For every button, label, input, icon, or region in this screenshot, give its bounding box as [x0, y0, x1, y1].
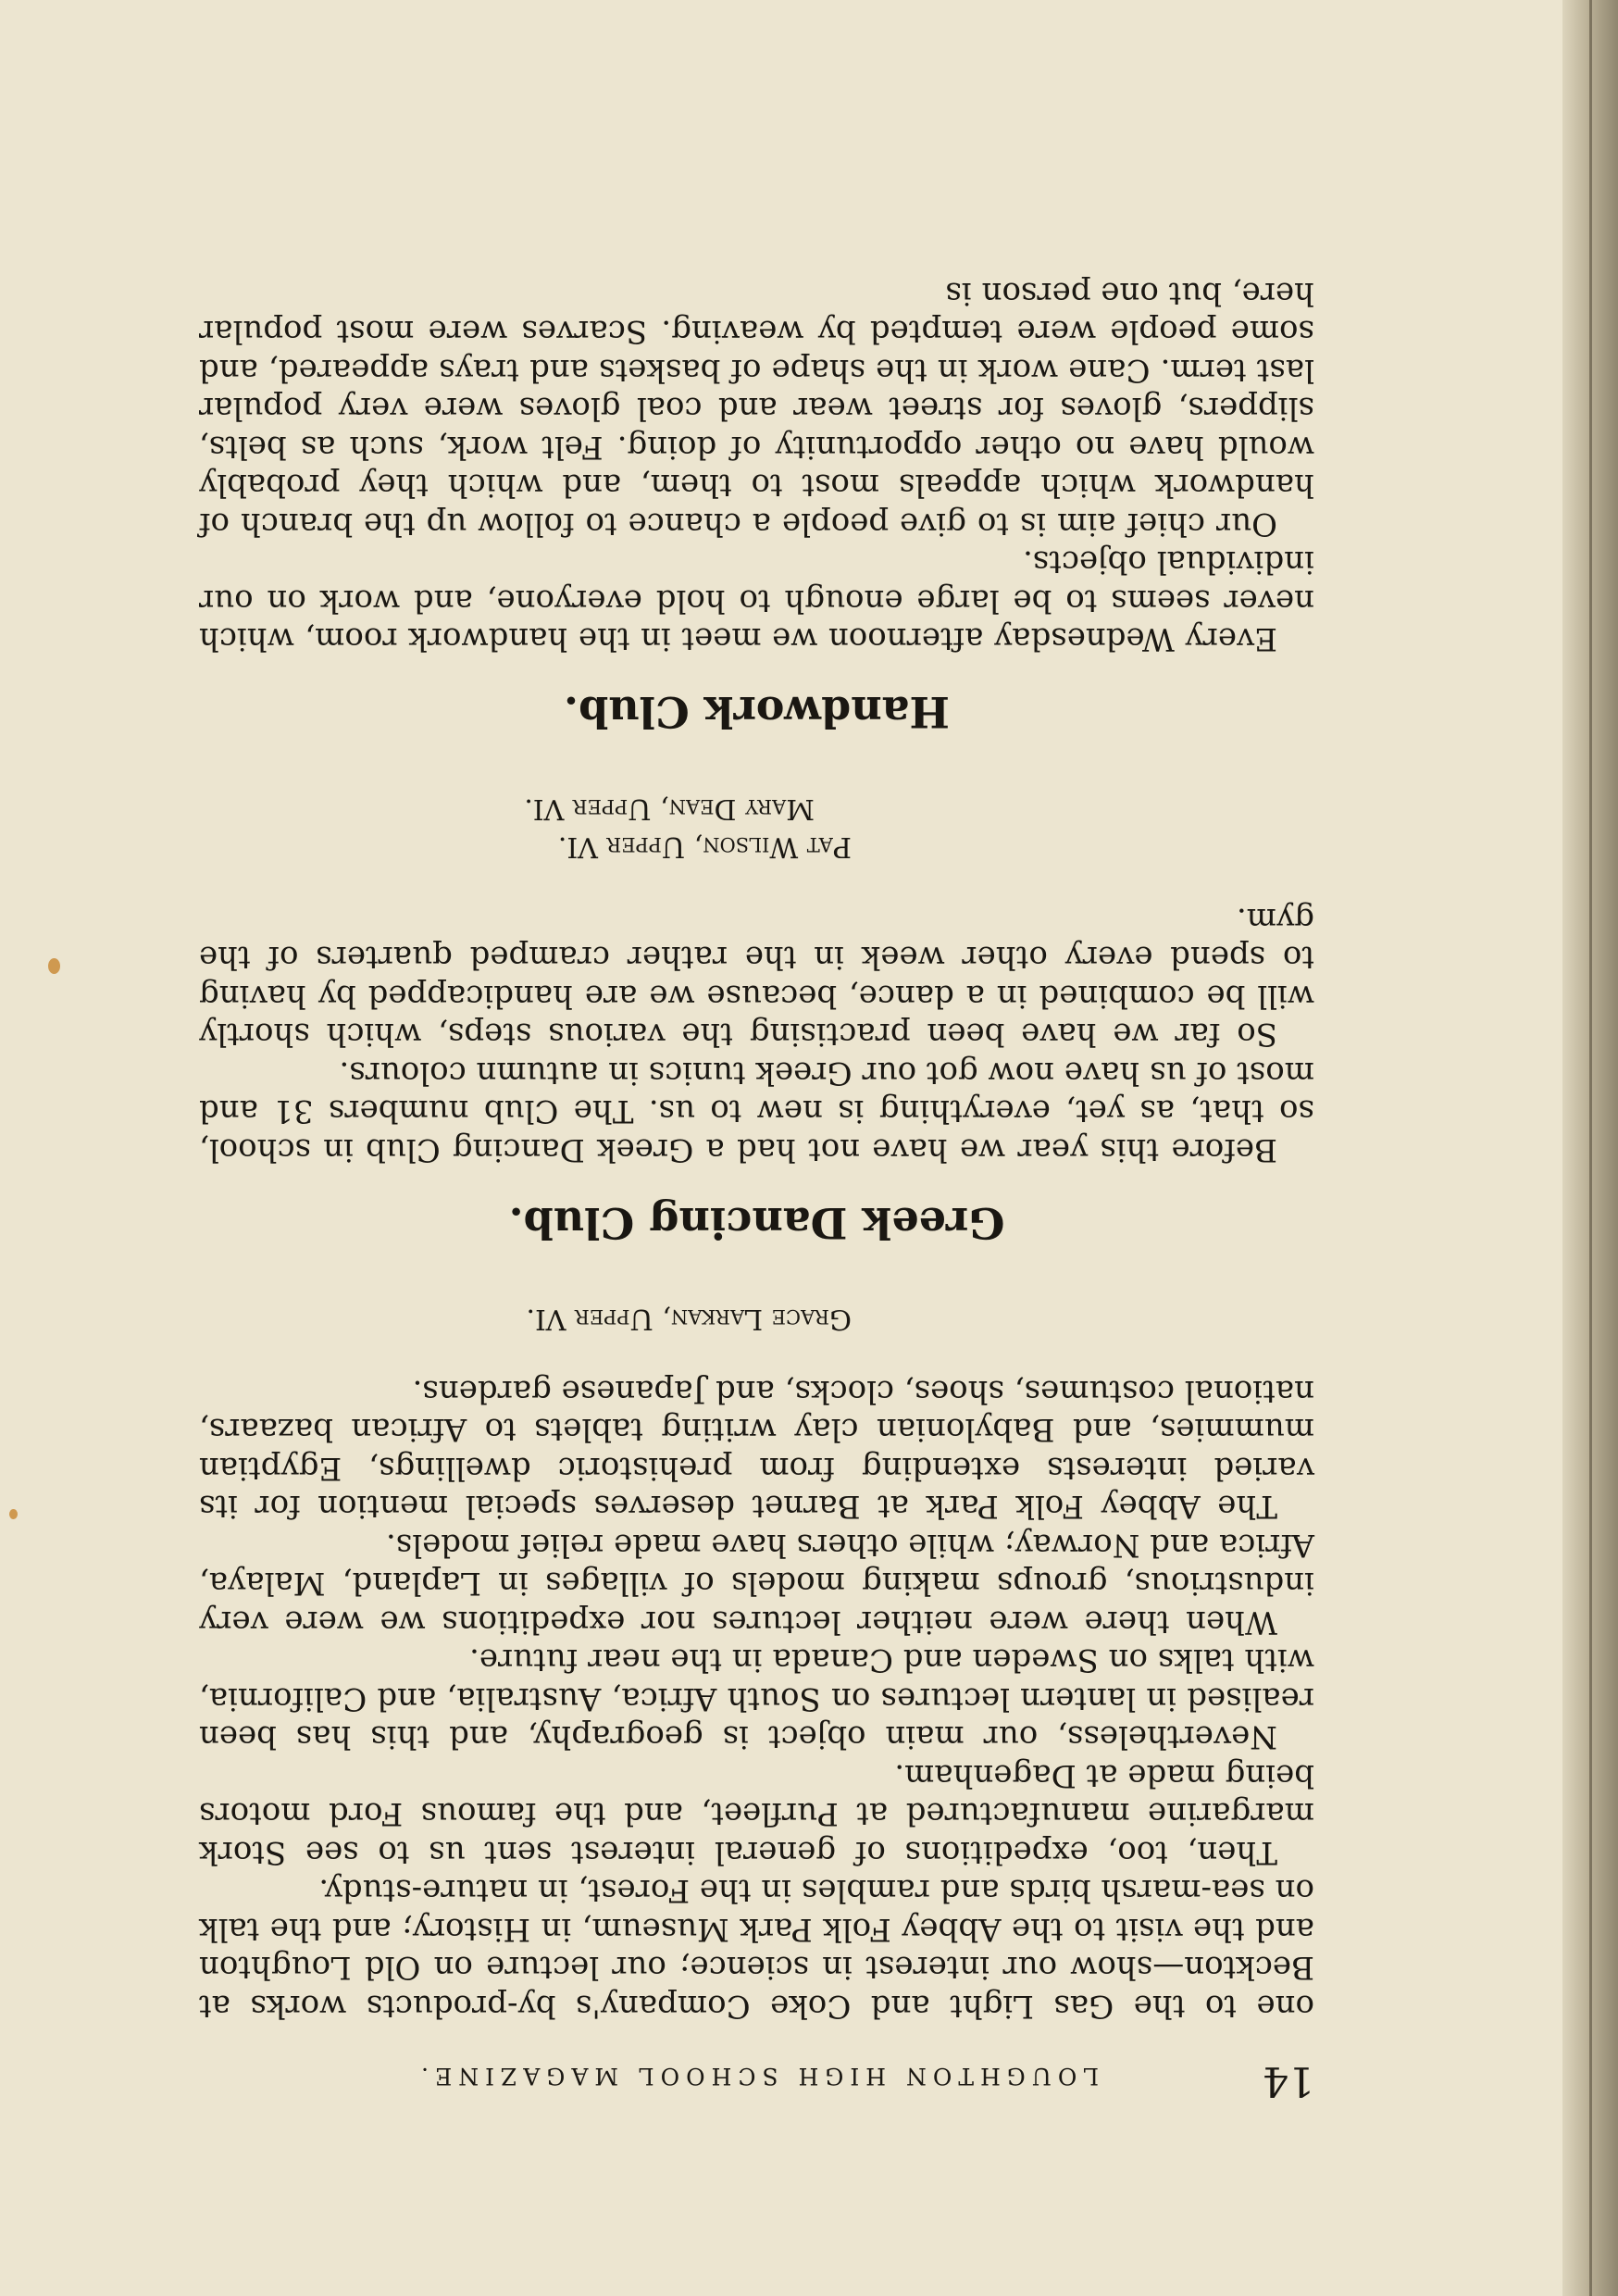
body-paragraph: Nevertheless, our main object is geography, and this has been realised in lantern lectures on South Africa, Australia, and California, with talks on Sweden and Canada in the near future. [199, 1641, 1314, 1756]
body-paragraph: So far we have been practising the various steps, which shortly will be combined in a dance, because we are handicapped by having to spend every other week in the rather cramped quarters of the gym. [199, 901, 1314, 1054]
author-signature: Pat Wilson, Upper VI. [557, 830, 852, 864]
body-paragraph: Before this year we have not had a Greek Dancing Club in school, so that, as yet, everything is new to us. The Club numbers 31 and most of us have now got our Greek tunics in autumn colours. [199, 1054, 1314, 1168]
body-paragraph: The Abbey Folk Park at Barnet deserves special mention for its varied interests extending from prehistoric dwellings, Egyptian mummies, and Babylonian clay writing tablets to African bazaars, national costumes, shoes, clocks, and Japanese gardens. [199, 1373, 1314, 1526]
magazine-title: LOUGHTON HIGH SCHOOL MAGAZINE. [415, 2063, 1099, 2090]
paper-stain [48, 958, 60, 974]
running-header [199, 2057, 1314, 2115]
book-edge-line [1589, 0, 1592, 2296]
body-paragraph: Then, too, expeditions of general interest sent us to see Stork margarine manufactured at Purfleet, and the famous Ford motors being made at Dagenham. [199, 1757, 1314, 1871]
body-paragraph: one to the Gas Light and Coke Company's by-products works at Beckton—show our interest in science; our lecture on Old Loughton and the visit to the Abbey Folk Park Museum, in History; and the talk on sea-marsh birds and rambles in the Forest, in nature-study. [199, 1872, 1314, 2025]
section-title: Greek Dancing Club. [508, 1198, 1005, 1248]
body-paragraph: Every Wednesday afternoon we meet in the handwork room, which never seems to be large enough to hold everyone, and work on our individual objects. [199, 543, 1314, 658]
section-title: Handwork Club. [564, 687, 950, 738]
author-signature: Mary Dean, Upper VI. [524, 792, 815, 825]
magazine-page-rotated [199, 190, 1314, 2115]
body-paragraph: Our chief aim is to give people a chance to follow up the branch of handwork which appeals most to them, and which they probably would have no other opportunity of doing. Felt work, such as belts, slippers, gloves for street wear and coal gloves were very popular last term. Cane work in the shape of baskets and trays appeared, and some people were tempted by weaving. Scarves were most popular here, but one person is [199, 275, 1314, 543]
page-body [199, 274, 1314, 2026]
geography-club-section [199, 1300, 1314, 2025]
page-number: 14 [1263, 2057, 1314, 2104]
greek-dancing-club-section [199, 790, 1314, 1247]
body-paragraph: When there were neither lectures nor expeditions we were very industrious, groups making models of villages in Lapland, Malaya, Africa and Norway; while others have made relief models. [199, 1527, 1314, 1641]
paper-stain [9, 1509, 18, 1519]
author-signature: Grace Larkan, Upper VI. [526, 1303, 852, 1336]
handwork-club-section [199, 274, 1314, 736]
